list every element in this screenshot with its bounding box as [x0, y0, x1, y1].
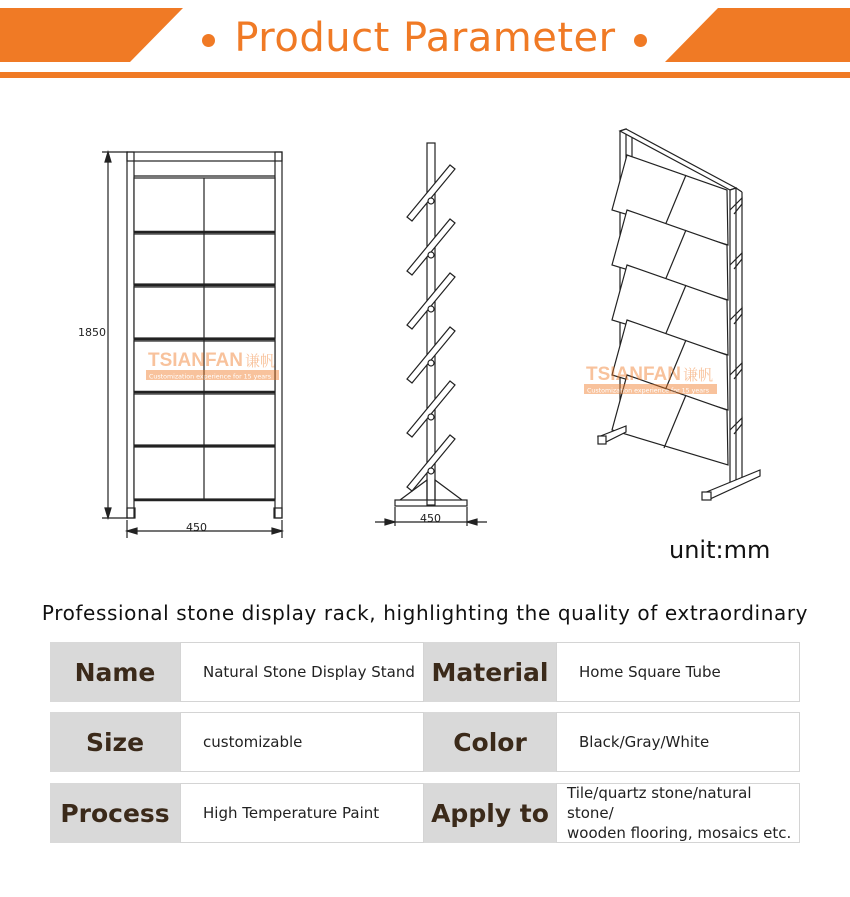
param-row-3 — [50, 783, 800, 843]
apply-to-value-line-2: wooden flooring, mosaics etc. — [567, 824, 792, 842]
color-value: Black/Gray/White — [556, 712, 800, 772]
perspective-view — [598, 129, 760, 500]
technical-drawing — [0, 85, 850, 595]
process-value: High Temperature Paint — [180, 783, 424, 843]
name-label: Name — [50, 642, 180, 702]
unit-label: unit:mm — [669, 536, 771, 564]
watermark-brand-cn: 谦帆 — [245, 352, 276, 370]
param-row-2 — [50, 712, 800, 772]
header-banner — [0, 0, 850, 80]
page-title: Product Parameter — [234, 15, 616, 61]
tagline: Professional stone display rack, highlighting the quality of extraordinary — [41, 601, 809, 625]
side-width-dimension-label: 450 — [420, 512, 441, 525]
front-width-dimension-label: 450 — [186, 521, 207, 534]
watermark-front — [146, 350, 279, 381]
size-label: Size — [50, 712, 180, 772]
size-value: customizable — [180, 712, 424, 772]
apply-to-value — [556, 783, 800, 843]
material-label: Material — [424, 642, 556, 702]
apply-to-value-line-1: Tile/quartz stone/natural stone/ — [567, 784, 752, 822]
process-label: Process — [50, 783, 180, 843]
watermark-brand: TSIANFAN — [148, 350, 243, 371]
watermark-slogan: Customization experience for 15 years — [149, 373, 272, 381]
watermark-slogan-2: Customization experience for 15 years — [587, 387, 710, 395]
material-value: Home Square Tube — [556, 642, 800, 702]
side-view — [375, 143, 487, 526]
param-row-1 — [50, 642, 800, 702]
watermark-brand-2: TSIANFAN — [586, 364, 681, 385]
watermark-3d — [584, 364, 717, 395]
front-view — [102, 152, 282, 538]
watermark-brand-cn-2: 谦帆 — [683, 366, 714, 384]
height-dimension-label: 1850 — [78, 326, 106, 339]
name-value: Natural Stone Display Stand — [180, 642, 424, 702]
color-label: Color — [424, 712, 556, 772]
apply-to-label: Apply to — [424, 783, 556, 843]
